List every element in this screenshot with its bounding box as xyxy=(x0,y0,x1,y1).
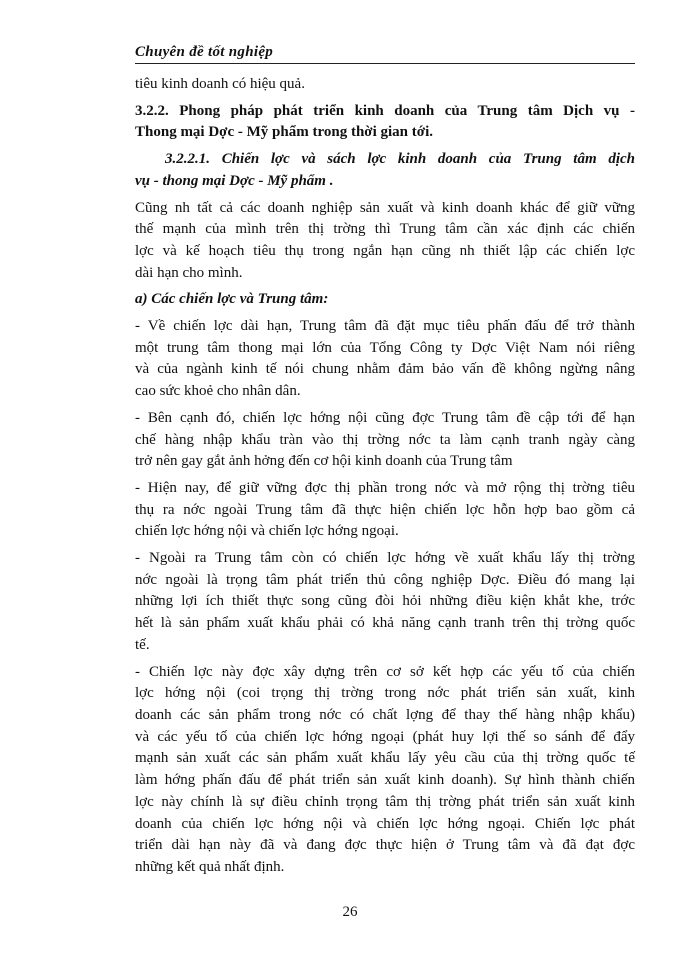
text-line: chiến lợc hớng nội và chiến lợc hớng ngoại. xyxy=(135,523,399,540)
text-line: tiêu kinh doanh có hiệu quả. xyxy=(135,76,305,92)
text-line: nớc ngoài là trọng tâm phát triển thủ công nghiệp Dợc. Điều đó mang lại xyxy=(135,571,635,588)
text-line: một trung tâm thong mại lớn của Tổng Công ty Dợc Việt Nam nói riêng xyxy=(135,339,635,356)
text-line: dài hạn cho mình. xyxy=(135,264,243,281)
text-line: chế hàng nhập khẩu tràn vào thị trờng nớc ta làm cạnh tranh ngày càng xyxy=(135,431,635,448)
subsection-heading-line: 3.2.2.1. Chiến lợc và sách lợc kinh doanh của Trung tâm dịch xyxy=(165,151,635,168)
subsection-heading-line: vụ - thong mại Dợc - Mỹ phẩm . xyxy=(135,172,334,189)
page-number: 26 xyxy=(342,904,358,920)
text-line: doanh các sản phẩm trong nớc có chất lợng để thay thế hàng nhập khẩu) xyxy=(135,706,635,723)
page-header xyxy=(135,43,635,64)
text-line: trở nên gay gắt ảnh hởng đến cơ hội kinh doanh của Trung tâm xyxy=(135,453,513,470)
text-line: và các yếu tố của chiến lợc hớng ngoại (phát huy lợi thế so sánh để đẩy xyxy=(135,728,635,745)
text-line: - Về chiến lợc dài hạn, Trung tâm đã đặt mục tiêu phấn đấu để trở thành xyxy=(135,318,635,335)
section-heading-line: Thong mại Dợc - Mỹ phẩm trong thời gian tới. xyxy=(135,124,433,141)
text-line: lợc hớng nội (coi trọng thị trờng trong nớc phát triển sản xuất, kinh xyxy=(135,685,635,702)
text-line: Cũng nh tất cả các doanh nghiệp sản xuất và kinh doanh khác để giữ vững xyxy=(135,199,635,216)
text-line: lợc này chính là sự điều chỉnh trọng tâm thị trờng phát triển sản xuất kinh xyxy=(135,793,635,810)
header-title: Chuyên đề tốt nghiệp xyxy=(135,44,274,60)
text-line: tế. xyxy=(135,636,150,653)
item-heading: a) Các chiến lợc và Trung tâm: xyxy=(135,291,329,308)
text-line: và của ngành kinh tế nói chung nhằm đảm bảo vấn đề không ngừng nâng xyxy=(135,361,635,378)
page-content xyxy=(135,74,635,879)
text-line: - Ngoài ra Trung tâm còn có chiến lợc hớng về xuất khẩu lấy thị trờng xyxy=(135,550,635,567)
text-line: những lợi ích thiết thực song cũng đòi hỏi những điều kiện khắt khe, trớc xyxy=(135,593,635,610)
text-line: lợc và kế hoạch tiêu thụ trong ngắn hạn cũng nh thiết lập các chiến lợc xyxy=(135,242,635,259)
text-line: doanh của chiến lợc hớng nội và chiến lợc hớng ngoại. Chiến lợc phát xyxy=(135,815,635,832)
text-line: - Bên cạnh đó, chiến lợc hớng nội cũng đợc Trung tâm đề cập tới để hạn xyxy=(135,409,635,426)
text-line: những kết quả nhất định. xyxy=(135,858,285,875)
text-line: làm hớng phấn đấu để phát triển sản xuất kinh doanh). Sự hình thành chiến xyxy=(135,772,635,789)
text-line: mạnh sản xuất các sản phẩm xuất khẩu lấy yêu cầu của thị trờng quốc tế xyxy=(135,750,635,767)
text-line: triển dài hạn này đã và đang đợc thực hiện ở Trung tâm và đã đạt đợc xyxy=(135,837,635,854)
text-line: thế mạnh của mình trên thị trờng thì Trung tâm cần xác định các chiến xyxy=(135,221,635,238)
text-line: - Chiến lợc này đợc xây dựng trên cơ sở kết hợp các yếu tố của chiến xyxy=(135,663,635,680)
text-line: thụ ra nớc ngoài Trung tâm đã thực hiện chiến lợc hỗn hợp bao gồm cả xyxy=(135,501,635,518)
text-line: cao sức khoẻ cho nhân dân. xyxy=(135,383,301,400)
text-line: hết là sản phẩm xuất khẩu phải có khả năng cạnh tranh trên thị trờng quốc xyxy=(135,615,635,632)
section-heading-line: 3.2.2. Phong pháp phát triển kinh doanh của Trung tâm Dịch vụ - xyxy=(135,102,635,119)
text-line: - Hiện nay, để giữ vững đợc thị phần trong nớc và mở rộng thị trờng tiêu xyxy=(135,479,635,496)
